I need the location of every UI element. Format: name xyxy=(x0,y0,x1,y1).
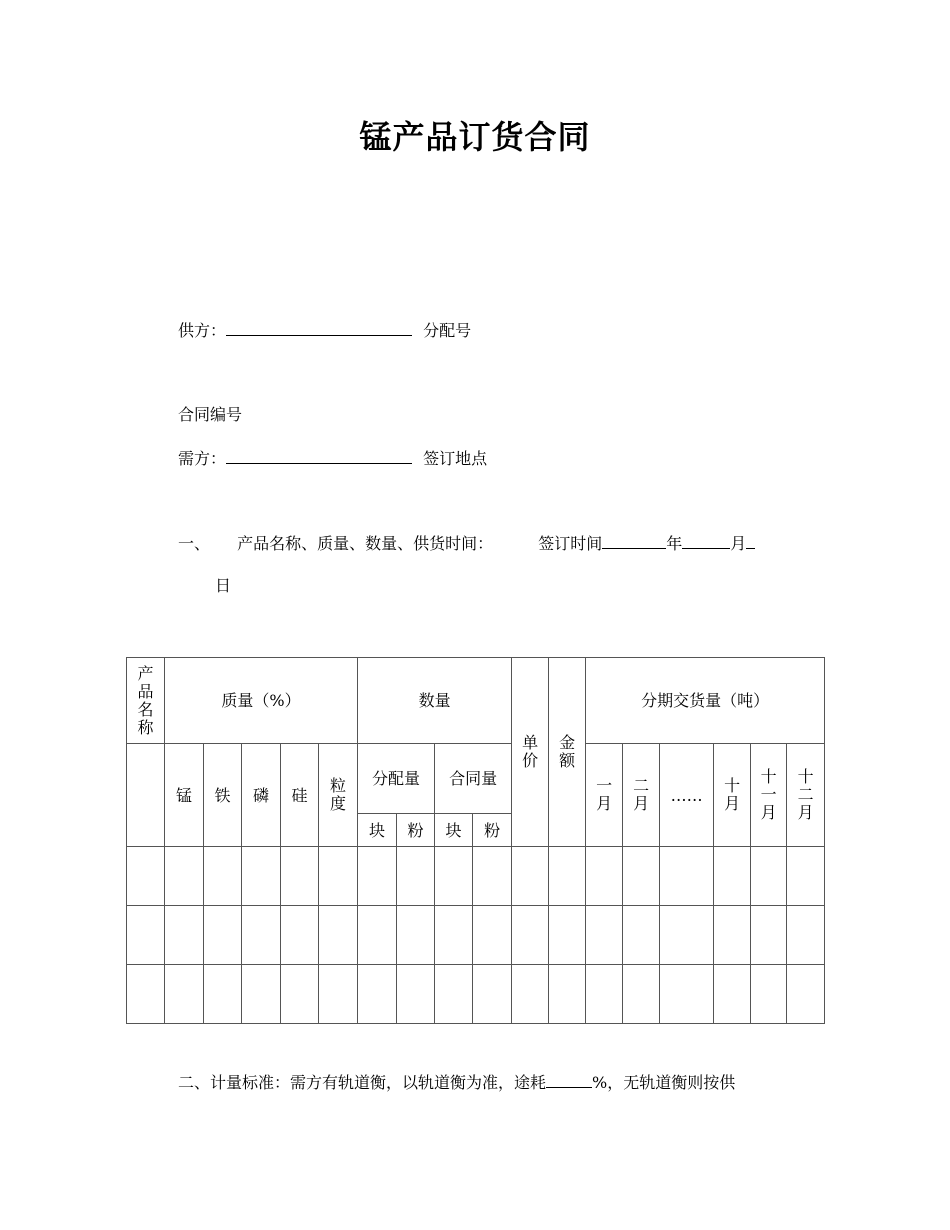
table-cell[interactable] xyxy=(397,847,435,906)
table-cell[interactable] xyxy=(512,906,549,965)
table-cell[interactable] xyxy=(549,906,586,965)
table-cell[interactable] xyxy=(204,906,242,965)
table-cell[interactable] xyxy=(512,965,549,1024)
month2-header: 二月 xyxy=(623,744,660,847)
table-cell[interactable] xyxy=(751,847,787,906)
mn-header: 锰 xyxy=(165,744,204,847)
table-cell[interactable] xyxy=(165,906,204,965)
amount-header: 金额 xyxy=(549,658,586,847)
quality-header: 质量（%） xyxy=(165,658,358,744)
section2-text: 二、计量标准：需方有轨道衡，以轨道衡为准，途耗 xyxy=(178,1073,547,1092)
table-cell[interactable] xyxy=(623,965,660,1024)
table-cell[interactable] xyxy=(586,847,623,906)
table-cell[interactable] xyxy=(714,847,751,906)
section1-number: 一、 xyxy=(178,534,211,553)
month-blank[interactable] xyxy=(682,532,730,549)
loss-blank[interactable] xyxy=(546,1071,592,1088)
section2-line xyxy=(178,1071,735,1094)
table-cell[interactable] xyxy=(714,906,751,965)
month1-header: 一月 xyxy=(586,744,623,847)
table-cell[interactable] xyxy=(473,906,512,965)
table-cell[interactable] xyxy=(165,847,204,906)
table-cell[interactable] xyxy=(281,847,319,906)
supplier-line xyxy=(178,319,471,342)
table-cell[interactable] xyxy=(358,906,397,965)
year-label: 年 xyxy=(666,534,683,553)
allocated-lump-header: 块 xyxy=(358,814,397,847)
table-cell[interactable] xyxy=(473,847,512,906)
table-cell[interactable] xyxy=(751,965,787,1024)
supplier-label: 供方： xyxy=(178,321,227,340)
table-row xyxy=(127,847,825,906)
section2-unit: %，无轨道衡则按供 xyxy=(592,1073,736,1092)
table-cell[interactable] xyxy=(319,847,358,906)
order-table xyxy=(126,657,825,1024)
section1-text: 产品名称、质量、数量、供货时间： xyxy=(237,534,494,553)
table-cell[interactable] xyxy=(623,906,660,965)
table-cell[interactable] xyxy=(127,965,165,1024)
table-cell[interactable] xyxy=(660,906,714,965)
table-cell[interactable] xyxy=(512,847,549,906)
product-name-header: 产品名称 xyxy=(127,658,165,744)
product-name-blank-cell[interactable] xyxy=(127,744,165,847)
table-cell[interactable] xyxy=(549,965,586,1024)
table-cell[interactable] xyxy=(586,965,623,1024)
table-cell[interactable] xyxy=(358,847,397,906)
buyer-label: 需方： xyxy=(178,449,227,468)
sign-time-label: 签订时间 xyxy=(538,534,603,553)
table-cell[interactable] xyxy=(660,965,714,1024)
year-blank[interactable] xyxy=(602,532,666,549)
buyer-line xyxy=(178,447,487,470)
table-cell[interactable] xyxy=(787,965,825,1024)
month11-header: 十一月 xyxy=(751,744,787,847)
table-cell[interactable] xyxy=(714,965,751,1024)
allocated-header: 分配量 xyxy=(358,744,435,814)
table-cell[interactable] xyxy=(660,847,714,906)
month12-header: 十二月 xyxy=(787,744,825,847)
table-cell[interactable] xyxy=(319,906,358,965)
allocation-no-label: 分配号 xyxy=(423,321,472,340)
table-cell[interactable] xyxy=(242,847,281,906)
table-cell[interactable] xyxy=(358,965,397,1024)
document-title: 锰产品订货合同 xyxy=(359,118,591,156)
table-cell[interactable] xyxy=(242,906,281,965)
supplier-blank[interactable] xyxy=(226,319,412,336)
day-label: 日 xyxy=(215,576,232,595)
section1-line xyxy=(178,532,755,555)
table-cell[interactable] xyxy=(397,906,435,965)
contract-no-label: 合同编号 xyxy=(178,405,243,424)
table-cell[interactable] xyxy=(165,965,204,1024)
table-cell[interactable] xyxy=(204,847,242,906)
granularity-header: 粒度 xyxy=(319,744,358,847)
contracted-header: 合同量 xyxy=(435,744,512,814)
table-cell[interactable] xyxy=(319,965,358,1024)
contracted-lump-header: 块 xyxy=(435,814,473,847)
table-cell[interactable] xyxy=(127,847,165,906)
contracted-powder-header: 粉 xyxy=(473,814,512,847)
day-blank[interactable] xyxy=(746,532,755,549)
table-cell[interactable] xyxy=(435,847,473,906)
contract-no-line xyxy=(178,404,242,426)
table-cell[interactable] xyxy=(751,906,787,965)
table-cell[interactable] xyxy=(623,847,660,906)
delivery-header: 分期交货量（吨） xyxy=(586,658,825,744)
buyer-blank[interactable] xyxy=(226,447,412,464)
month-label: 月 xyxy=(730,534,747,553)
sign-place-label: 签订地点 xyxy=(423,449,488,468)
unit-price-header: 单价 xyxy=(512,658,549,847)
table-cell[interactable] xyxy=(281,906,319,965)
table-cell[interactable] xyxy=(242,965,281,1024)
p-header: 磷 xyxy=(242,744,281,847)
table-cell[interactable] xyxy=(397,965,435,1024)
table-cell[interactable] xyxy=(473,965,512,1024)
month10-header: 十月 xyxy=(714,744,751,847)
table-cell[interactable] xyxy=(435,965,473,1024)
table-cell[interactable] xyxy=(435,906,473,965)
ellipsis-header: …… xyxy=(660,744,714,847)
table-cell[interactable] xyxy=(787,847,825,906)
table-cell[interactable] xyxy=(204,965,242,1024)
table-cell[interactable] xyxy=(281,965,319,1024)
si-header: 硅 xyxy=(281,744,319,847)
table-row xyxy=(127,965,825,1024)
table-cell[interactable] xyxy=(549,847,586,906)
day-line xyxy=(215,575,231,597)
table-row xyxy=(127,906,825,965)
fe-header: 铁 xyxy=(204,744,242,847)
allocated-powder-header: 粉 xyxy=(397,814,435,847)
table-cell[interactable] xyxy=(127,906,165,965)
quantity-header: 数量 xyxy=(358,658,512,744)
table-cell[interactable] xyxy=(787,906,825,965)
table-cell[interactable] xyxy=(586,906,623,965)
